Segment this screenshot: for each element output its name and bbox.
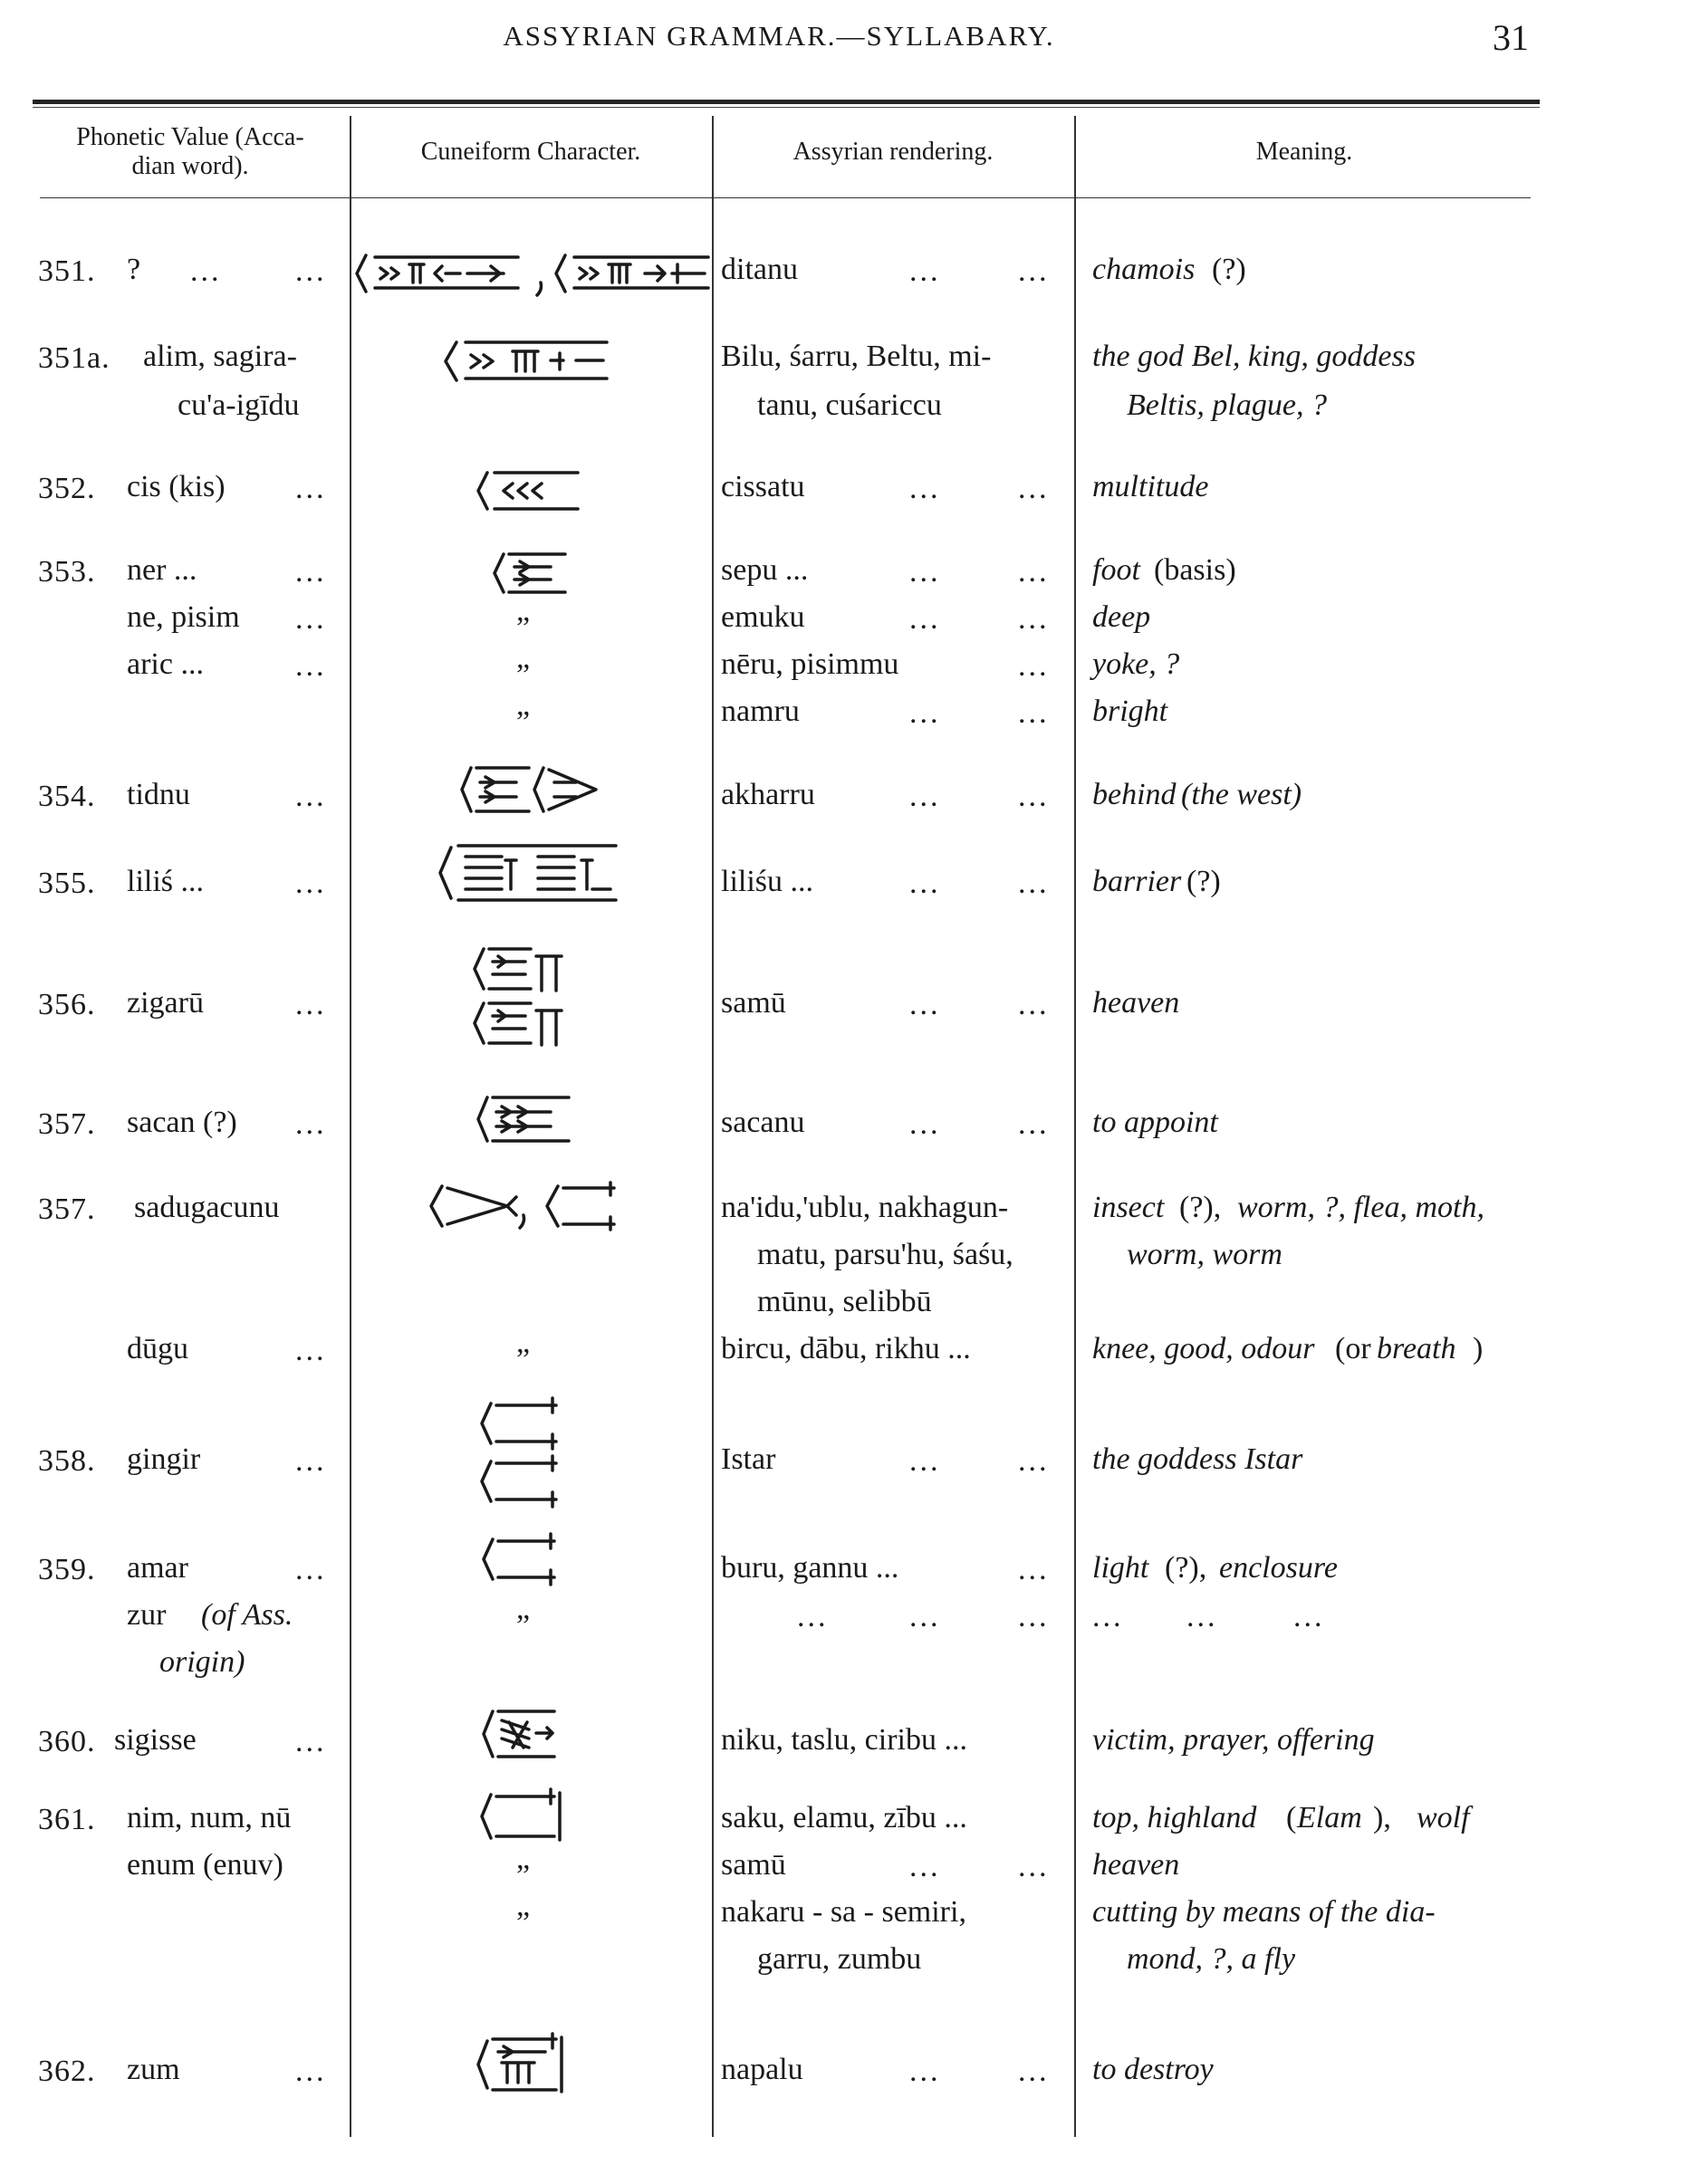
meaning: ), — [1373, 1801, 1391, 1834]
leader-dots: ... — [909, 1444, 941, 1478]
leader-dots: ... — [1018, 2055, 1050, 2088]
meaning: insect — [1092, 1191, 1165, 1224]
leader-dots: ... — [1092, 1600, 1124, 1633]
phonetic-value: ? — [127, 253, 141, 286]
meaning: the god Bel, king, goddess — [1092, 340, 1416, 373]
entry-number: 361. — [38, 1803, 96, 1836]
meaning: worm, worm — [1127, 1238, 1282, 1271]
meaning: (?) — [1186, 865, 1221, 898]
entry-number: 360. — [38, 1725, 96, 1758]
entry-number: 356. — [38, 988, 96, 1021]
cuneiform-sign — [444, 333, 625, 389]
leader-dots: ... — [295, 1334, 327, 1367]
column-header-line: dian word). — [131, 152, 249, 180]
cuneiform-sign — [482, 1530, 563, 1588]
ditto-mark: ” — [516, 705, 531, 739]
entry-number: 354. — [38, 780, 96, 813]
leader-dots: ... — [1018, 472, 1050, 505]
leader-dots: ... — [1018, 602, 1050, 636]
entry-number: 359. — [38, 1553, 96, 1586]
phonetic-value: zum — [127, 2053, 180, 2086]
ditto-mark: ” — [516, 1906, 531, 1940]
phonetic-value: cu'a-igīdu — [178, 388, 300, 422]
assyrian-rendering: buru, gannu ... — [721, 1551, 899, 1585]
cuneiform-sign — [460, 761, 605, 819]
phonetic-value: nim, num, nū — [127, 1801, 292, 1834]
leader-dots: ... — [909, 2055, 941, 2088]
cuneiform-sign — [480, 1784, 571, 1849]
column-divider — [1074, 116, 1076, 2137]
leader-dots: ... — [1018, 696, 1050, 730]
running-title: ASSYRIAN GRAMMAR.—SYLLABARY. — [503, 20, 1055, 52]
phonetic-value: ner ... — [127, 553, 197, 587]
cuneiform-sign — [480, 1394, 571, 1512]
leader-dots: ... — [295, 2055, 327, 2088]
leader-dots: ... — [1018, 867, 1050, 900]
entry-number: 353. — [38, 555, 96, 589]
leader-dots: ... — [295, 1725, 327, 1758]
meaning: chamois — [1092, 253, 1196, 286]
meaning: victim, prayer, offering — [1092, 1723, 1375, 1757]
meaning: (or — [1335, 1332, 1371, 1365]
assyrian-rendering: napalu — [721, 2053, 803, 2086]
phonetic-value: (of Ass. — [201, 1598, 293, 1632]
meaning: heaven — [1092, 1848, 1180, 1882]
assyrian-rendering: samū — [721, 1848, 786, 1882]
cuneiform-sign — [355, 246, 710, 301]
leader-dots: ... — [295, 988, 327, 1021]
phonetic-value: enum (enuv) — [127, 1848, 283, 1882]
leader-dots: ... — [909, 472, 941, 505]
ditto-mark: ” — [516, 1343, 531, 1376]
assyrian-rendering: Istar — [721, 1442, 776, 1476]
leader-dots: ... — [909, 867, 941, 900]
entry-number: 355. — [38, 867, 96, 900]
entry-number: 358. — [38, 1444, 96, 1478]
phonetic-value: zur — [127, 1598, 167, 1632]
meaning: enclosure — [1219, 1551, 1338, 1585]
assyrian-rendering: Bilu, śarru, Beltu, mi- — [721, 340, 992, 373]
leader-dots: ... — [1018, 254, 1050, 288]
phonetic-value: alim, sagira- — [143, 340, 297, 373]
leader-dots: ... — [909, 1850, 941, 1883]
cuneiform-sign — [476, 1090, 576, 1148]
meaning: light — [1092, 1551, 1149, 1585]
assyrian-rendering: matu, parsu'hu, śaśu, — [757, 1238, 1013, 1271]
ditto-mark: ” — [516, 1859, 531, 1892]
leader-dots: ... — [1018, 780, 1050, 813]
meaning: (basis) — [1154, 553, 1236, 587]
leader-dots: ... — [295, 555, 327, 589]
meaning: to destroy — [1092, 2053, 1214, 2086]
ditto-mark: ” — [516, 1609, 531, 1643]
assyrian-rendering: ditanu — [721, 253, 798, 286]
leader-dots: ... — [1293, 1600, 1325, 1633]
cuneiform-sign — [473, 942, 581, 1054]
meaning: mond, ?, a fly — [1127, 1942, 1296, 1976]
meaning: breath — [1377, 1332, 1456, 1365]
leader-dots: ... — [909, 555, 941, 589]
column-divider — [350, 116, 351, 2137]
meaning: Beltis, plague, ? — [1127, 388, 1327, 422]
phonetic-value: aric ... — [127, 647, 204, 681]
assyrian-rendering: nakaru - sa - semiri, — [721, 1895, 966, 1929]
meaning: worm, ?, flea, moth, — [1237, 1191, 1484, 1224]
meaning: yoke, ? — [1092, 647, 1180, 681]
leader-dots: ... — [295, 254, 327, 288]
phonetic-value: cis (kis) — [127, 470, 226, 503]
entry-number: 362. — [38, 2055, 96, 2088]
phonetic-value: tidnu — [127, 778, 190, 811]
ditto-mark: ” — [516, 658, 531, 692]
phonetic-value: origin) — [159, 1645, 245, 1679]
cuneiform-sign — [476, 2030, 576, 2099]
assyrian-rendering: tanu, cuśariccu — [757, 388, 942, 422]
leader-dots: ... — [909, 780, 941, 813]
column-header-phonetic — [36, 123, 344, 181]
assyrian-rendering: garru, zumbu — [757, 1942, 922, 1976]
meaning: multitude — [1092, 470, 1209, 503]
meaning: ) — [1473, 1332, 1484, 1365]
leader-dots: ... — [909, 1600, 941, 1633]
meaning: ( — [1286, 1801, 1297, 1834]
column-divider — [712, 116, 714, 2137]
cuneiform-sign — [482, 1702, 563, 1766]
meaning: bright — [1092, 694, 1168, 728]
leader-dots: ... — [909, 696, 941, 730]
leader-dots: ... — [295, 1107, 327, 1141]
column-header-cuneiform: Cuneiform Character. — [420, 138, 641, 166]
entry-number: 352. — [38, 472, 96, 505]
phonetic-value: dūgu — [127, 1332, 188, 1365]
phonetic-value: ne, pisim — [127, 600, 240, 634]
meaning: barrier — [1092, 865, 1182, 898]
meaning: cutting by means of the dia- — [1092, 1895, 1436, 1929]
phonetic-value: amar — [127, 1551, 188, 1585]
phonetic-value: sacan (?) — [127, 1106, 237, 1139]
meaning: knee, good, odour — [1092, 1332, 1315, 1365]
assyrian-rendering: mūnu, selibbū — [757, 1285, 932, 1318]
page-number: 31 — [1493, 17, 1529, 58]
meaning: (?), — [1165, 1551, 1207, 1585]
phonetic-value: gingir — [127, 1442, 201, 1476]
leader-dots: ... — [909, 1107, 941, 1141]
leader-dots: ... — [190, 254, 222, 288]
phonetic-value: sigisse — [114, 1723, 197, 1757]
assyrian-rendering: samū — [721, 986, 786, 1020]
meaning: (?) — [1212, 253, 1246, 286]
column-header-meaning: Meaning. — [1255, 138, 1353, 166]
assyrian-rendering: bircu, dābu, rikhu ... — [721, 1332, 971, 1365]
leader-dots: ... — [295, 1444, 327, 1478]
assyrian-rendering: na'idu,'ublu, nakhagun- — [721, 1191, 1009, 1224]
column-header-line: Phonetic Value (Acca- — [76, 123, 304, 151]
leader-dots: ... — [295, 1553, 327, 1586]
cuneiform-sign — [429, 1177, 629, 1235]
ditto-mark: ” — [516, 611, 531, 645]
meaning: to appoint — [1092, 1106, 1218, 1139]
meaning: foot — [1092, 553, 1140, 587]
assyrian-rendering: niku, taslu, ciribu ... — [721, 1723, 967, 1757]
phonetic-value: sadugacunu — [134, 1191, 280, 1224]
column-header-assyrian: Assyrian rendering. — [792, 138, 994, 166]
cuneiform-sign — [476, 465, 585, 516]
assyrian-rendering: sacanu — [721, 1106, 805, 1139]
meaning: wolf — [1417, 1801, 1470, 1834]
leader-dots: ... — [295, 649, 327, 683]
meaning: (?), — [1179, 1191, 1222, 1224]
leader-dots: ... — [295, 780, 327, 813]
leader-dots: ... — [1018, 1600, 1050, 1633]
leader-dots: ... — [1018, 649, 1050, 683]
leader-dots: ... — [295, 867, 327, 900]
cuneiform-sign — [438, 838, 620, 907]
leader-dots: ... — [1186, 1600, 1218, 1633]
meaning: behind — [1092, 778, 1177, 811]
cuneiform-sign — [493, 547, 569, 599]
meaning: Elam — [1297, 1801, 1362, 1834]
leader-dots: ... — [909, 602, 941, 636]
assyrian-rendering: nēru, pisimmu — [721, 647, 899, 681]
leader-dots: ... — [797, 1600, 829, 1633]
meaning: heaven — [1092, 986, 1180, 1020]
entry-number: 357. — [38, 1193, 96, 1226]
header-rule — [40, 197, 1531, 198]
assyrian-rendering: cissatu — [721, 470, 805, 503]
leader-dots: ... — [295, 472, 327, 505]
leader-dots: ... — [295, 602, 327, 636]
leader-dots: ... — [1018, 988, 1050, 1021]
meaning: the goddess Istar — [1092, 1442, 1303, 1476]
top-rule-thick — [33, 100, 1540, 104]
entry-number: 351. — [38, 254, 96, 288]
leader-dots: ... — [909, 254, 941, 288]
meaning: (the west) — [1181, 778, 1302, 811]
entry-number: 351a. — [38, 341, 110, 375]
assyrian-rendering: namru — [721, 694, 800, 728]
leader-dots: ... — [1018, 555, 1050, 589]
meaning: top, highland — [1092, 1801, 1257, 1834]
assyrian-rendering: emuku — [721, 600, 805, 634]
assyrian-rendering: saku, elamu, zību ... — [721, 1801, 967, 1834]
assyrian-rendering: akharru — [721, 778, 815, 811]
top-rule-thin — [33, 107, 1540, 108]
leader-dots: ... — [1018, 1444, 1050, 1478]
meaning: deep — [1092, 600, 1151, 634]
leader-dots: ... — [1018, 1850, 1050, 1883]
phonetic-value: zigarū — [127, 986, 204, 1020]
phonetic-value: liliś ... — [127, 865, 205, 898]
entry-number: 357. — [38, 1107, 96, 1141]
leader-dots: ... — [1018, 1107, 1050, 1141]
assyrian-rendering: liliśu ... — [721, 865, 814, 898]
assyrian-rendering: sepu ... — [721, 553, 809, 587]
leader-dots: ... — [1018, 1553, 1050, 1586]
leader-dots: ... — [909, 988, 941, 1021]
